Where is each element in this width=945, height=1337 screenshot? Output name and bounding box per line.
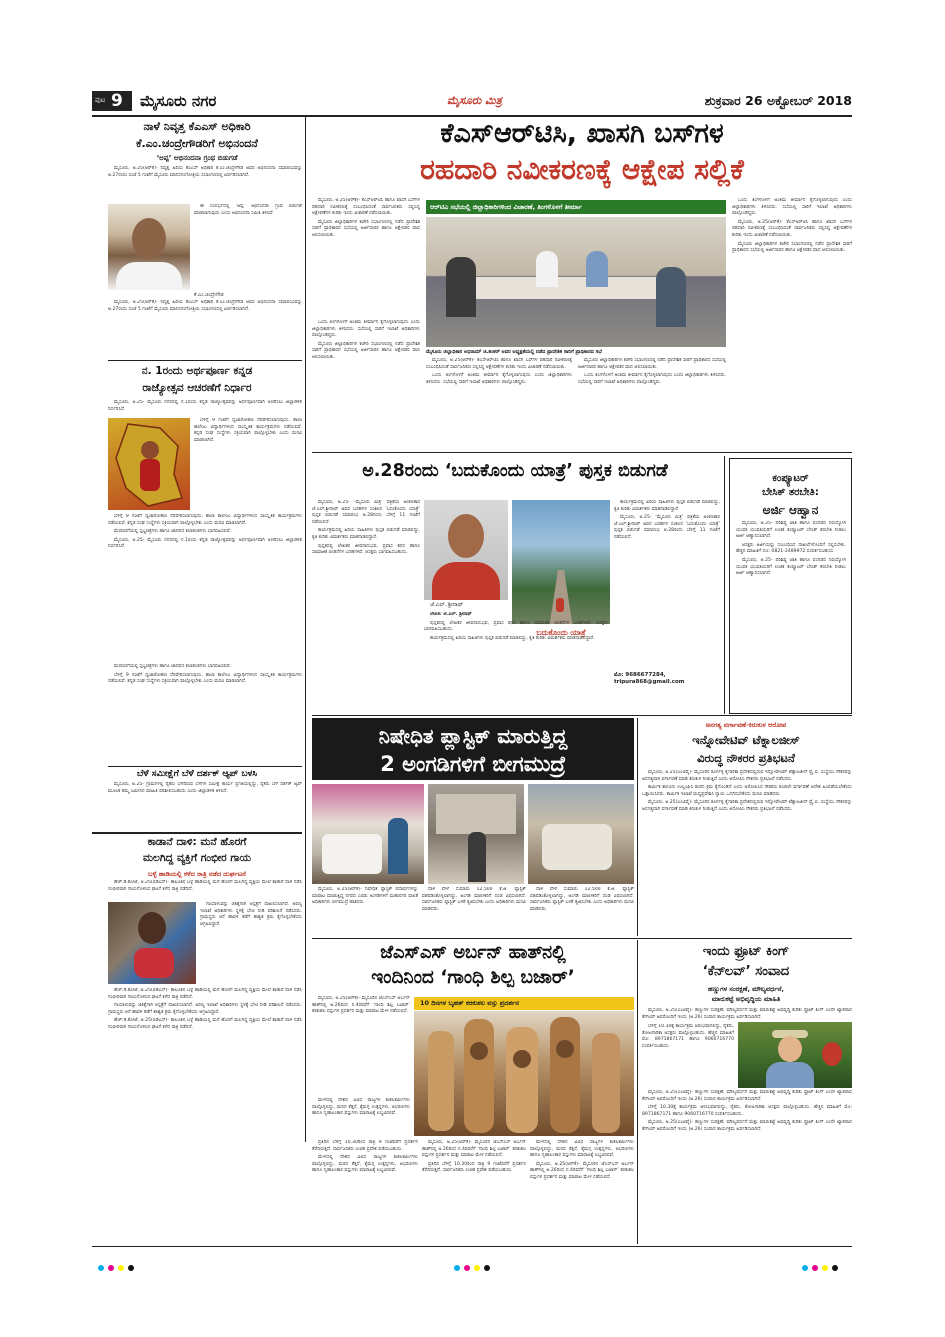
innovative-kicker: ಅನಗತ್ಯ ವರ್ಗಾವಣೆ-ಕಿರುಕುಳ ಆರೋಪ	[705, 721, 787, 729]
plastic-bottom-rule	[312, 938, 852, 939]
fruit-bunch	[822, 1042, 842, 1066]
fruit-para-2: ಬೆಳಿಗ್ಗೆ 10.30ಕ್ಕೆ ಕಾರ್ಯಕ್ರಮ ಆರಂಭವಾಗಲಿದ್ದು, ರೈತರು, ತೋಟಗಾರಿಕಾ ಆಸಕ್ತರು ಪಾಲ್ಗೊಳ್ಳಬಹುದು. ಹೆಚ್ಚಿನ ಮಾಹಿತಿಗೆ ಮೊ: 8971867171 ಹಾಗೂ 9060716770 ಸಂಪರ್ಕಿಸಬಹುದು.	[642, 1024, 734, 1049]
bazaar-bottom-3	[530, 1140, 634, 1242]
bazaar-bottom-1	[312, 1140, 418, 1242]
left-divider-2	[108, 766, 302, 767]
innovative-para-2: ಕಾರ್ಮಿಕ ಕಾನೂನು ಉಲ್ಲಂಘಿಸಿ ಕಂಪನಿ ಕ್ರಮ ಕೈಗೊಂಡಿದೆ ಎಂದು ಆರೋಪಿಸಿದ ನೌಕರರು ಕೂಡಲೇ ವರ್ಗಾವಣೆ ಆದೇಶ ಹಿಂಪಡೆಯಬೇಕೆಂದು ಒತ್ತಾಯಿಸಿದರು. ಕಾರ್ಮಿಕ ಇಲಾಖೆ ಮಧ್ಯಪ್ರವೇಶಿಸಿ ನ್ಯಾಯ ಒದಗಿಸಬೇಕೆಂದು ಮನವಿ ಮಾಡಿದರು.	[642, 785, 852, 797]
bazaar-col-1b	[312, 1098, 410, 1138]
computer-headline-1: ಕಂಪ್ಯೂಟರ್	[772, 473, 809, 484]
bazaar-headline-2: ಇಂದಿನಿಂದ ‘ಗಾಂಧಿ ಶಿಲ್ಪ ಬಜಾರ್’	[371, 967, 575, 988]
lead-para-9: ಒಂದು ತಿಂಗಳೊಳಗೆ ಅಂತಿಮ ತೀರ್ಮಾನ ಕೈಗೊಳ್ಳಲಾಗುವುದು ಎಂದು ಜಿಲ್ಲಾಧಿಕಾರಿಗಳು ತಿಳಿಸಿದರು. ಸಭೆಯಲ್ಲಿ ಸಾರಿಗೆ ಇಲಾಖೆ ಅಧಿಕಾರಿಗಳು ಪಾಲ್ಗೊಂಡಿದ್ದರು.	[732, 198, 852, 217]
portrait-shirt	[116, 262, 182, 290]
fruit-para-4: ಬೆಳಿಗ್ಗೆ 10.30ಕ್ಕೆ ಕಾರ್ಯಕ್ರಮ ಆರಂಭವಾಗಲಿದ್ದು, ರೈತರು, ತೋಟಗಾರಿಕಾ ಆಸಕ್ತರು ಪಾಲ್ಗೊಳ್ಳಬಹುದು. ಹೆಚ್ಚಿನ ಮಾಹಿತಿಗೆ ಮೊ: 8971867171 ಹಾಗೂ 9060716770 ಸಂಪರ್ಕಿಸಬಹುದು.	[642, 1105, 852, 1117]
app-headline: ಬೆಳೆ ಸಮೀಕ್ಷೆಗೆ ಬೆಳೆ ದರ್ಶಕ್ ಆ್ಯಪ್ ಬಳಸಿ	[136, 769, 258, 779]
left-top-body	[194, 204, 302, 290]
rajyotsava-para-5: ಮೈಸೂರು, ಅ.25- ಮೈಸೂರು ನಗರದಲ್ಲಿ ನ.1ರಂದು ಕನ್ನಡ ರಾಜ್ಯೋತ್ಸವವನ್ನು ಅರ್ಥಪೂರ್ಣವಾಗಿ ಆಚರಿಸಲು ಜಿಲ್ಲಾಡಳಿತ ನಿರ್ಧರಿಸಿದೆ.	[108, 537, 302, 550]
computer-para-3: ಮೈಸೂರು, ಅ.25- ಪರಿಶಿಷ್ಟ ಜಾತಿ ಹಾಗೂ ಪಂಗಡದ ನಿರುದ್ಯೋಗಿ ಯುವಕ ಯುವತಿಯರಿಗೆ ಉಚಿತ ಕಂಪ್ಯೂಟರ್ ಬೇಸಿಕ್ ತರಬೇತಿ ನೀಡಲು ಅರ್ಜಿ ಆಹ್ವಾನಿಸಲಾಗಿದೆ.	[736, 557, 846, 577]
bazaar-photo-label	[414, 997, 634, 1010]
lead-para-1: ಮೈಸೂರು, ಅ.25(ಆರ್‌ಕೆ)- ಕೆಎಸ್‍ಆರ್‌ಟಿಸಿ ಹಾಗೂ ಖಾಸಗಿ ಬಸ್‍ಗಳ ರಹದಾರಿ ನವೀಕರಣಕ್ಕೆ ಸಂಬಂಧಿಸಿದಂತೆ ಸಾರ್ವಜನಿಕರು ಸಲ್ಲಿಸಿದ್ದ ಆಕ್ಷೇಪಣೆಗಳ ಕುರಿತು ಇಂದು ವಿಚಾರಣೆ ನಡೆಸಲಾಯಿತು.	[312, 198, 420, 217]
app-para-1: ಮೈಸೂರು, ಅ.25- ಗ್ರಾಮಗಳಲ್ಲಿ ರೈತರು ಬೆಳೆದಿರುವ ಬೆಳೆಗಳ ಸಮೀಕ್ಷೆ ಕಾರ್ಯ ಪ್ರಗತಿಯಲ್ಲಿದ್ದು, ರೈತರು ಬೆಳೆ ದರ್ಶಕ್ ಆ್ಯಪ್ ಮೂಲಕ ತಮ್ಮ ಜಮೀನಿನ ಮಾಹಿತಿ ಪರಿಶೀಲಿಸಬಹುದು ಎಂದು ಜಿಲ್ಲಾಡಳಿತ ತಿಳಿಸಿದೆ.	[108, 782, 302, 794]
book-child	[556, 598, 564, 612]
left-top-headline-1: ನಾಳೆ ನಿವೃತ್ತ ಕೆಎಎಸ್ ಅಧಿಕಾರಿ	[143, 120, 251, 133]
author-photo	[424, 500, 508, 600]
computer-training-box	[729, 458, 852, 714]
bhuvaneshwari-image	[108, 418, 190, 510]
kenlove-photo	[738, 1022, 852, 1088]
rta-meeting-photo	[426, 217, 726, 347]
book-contact: ಮೊ: 9686677284, tripura868@gmail.com	[614, 672, 685, 685]
registration-marks-right	[800, 1258, 860, 1277]
lead-para-4: ಮೈಸೂರು ಜಿಲ್ಲಾಧಿಕಾರಿಗಳ ಕಚೇರಿ ಸಭಾಂಗಣದಲ್ಲಿ ನಡೆದ ಪ್ರಾದೇಶಿಕ ಸಾರಿಗೆ ಪ್ರಾಧಿಕಾರದ ಸಭೆಯಲ್ಲಿ ಅರ್ಜಿದಾರರ ಹಾಗೂ ಆಕ್ಷೇಪಕರ ವಾದ ಆಲಿಸಲಾಯಿತು.	[312, 341, 420, 360]
rajyotsava-headline-2: ರಾಜ್ಯೋತ್ಸವ ಆಚರಣೆಗೆ ನಿರ್ಧಾರ	[142, 382, 252, 394]
bazaar-headline-1: ಜೆಎಸ್‍ಎಸ್ ಅರ್ಬನ್ ಹಾತ್‍ನಲ್ಲಿ	[380, 942, 566, 963]
bazaar-para-8: ಮೈಸೂರು, ಅ.25(ಆರ್‌ಕೆ)- ಮೈಸೂರಿನ ಜೆಎಸ್‍ಎಸ್ ಅರ್ಬನ್ ಹಾತ್‍ನಲ್ಲಿ ಅ.26ರಿಂದ ನ.4ರವರೆಗೆ ‘ಗಾಂಧಿ ಶಿಲ್ಪ ಬಜಾರ್’ ಕರಕುಶಲ ವಸ್ತುಗಳ ಪ್ರದರ್ಶನ ಮತ್ತು ಮಾರಾಟ ಮೇಳ ನಡೆಯಲಿದೆ.	[530, 1161, 634, 1180]
left-top-para-1: ಮೈಸೂರು, ಅ.25(ಆರ್‌ಕೆ)- ನಿವೃತ್ತ ಹಿರಿಯ ಕೆಎಎಸ್ ಅಧಿಕಾರಿ ಕೆ.ಎಂ.ಚಂದ್ರೇಗೌಡ ಅವರ ಅಭಿನಂದನಾ ಸಮಾರಂಭವನ್ನು ಅ.27ರಂದು ಸಂಜೆ 5 ಗಂಟೆಗೆ ಮೈಸೂರು ಮಾನಸಗಂಗೋತ್ರಿಯ ಸಭಾಂಗಣದಲ್ಲಿ ಏರ್ಪಡಿಸಲಾಗಿದೆ.	[108, 166, 302, 178]
book-para-2: ಕಾರ್ಯಕ್ರಮದಲ್ಲಿ ಹಿರಿಯ ಸಾಹಿತಿಗಳು ಪುಸ್ತಕ ಬಿಡುಗಡೆ ಮಾಡಲಿದ್ದು, ಕೃತಿ ಕುರಿತು ವಿಮರ್ಶಕರು ಮಾತನಾಡಲಿದ್ದಾರೆ.	[312, 528, 420, 540]
computer-para-2: ಆಸಕ್ತರು ಅರ್ಜಿಯನ್ನು ಸಂಬಂಧಿಸಿದ ದಾಖಲೆಗಳೊಂದಿಗೆ ಸಲ್ಲಿಸಬೇಕು. ಹೆಚ್ಚಿನ ಮಾಹಿತಿಗೆ ದೂ: 0821-2489972 ಸಂಪರ್ಕಿಸಬಹುದು.	[736, 542, 846, 555]
lead-para-7: ಮೈಸೂರು ಜಿಲ್ಲಾಧಿಕಾರಿಗಳ ಕಚೇರಿ ಸಭಾಂಗಣದಲ್ಲಿ ನಡೆದ ಪ್ರಾದೇಶಿಕ ಸಾರಿಗೆ ಪ್ರಾಧಿಕಾರದ ಸಭೆಯಲ್ಲಿ ಅರ್ಜಿದಾರರ ಹಾಗೂ ಆಕ್ಷೇಪಕರ ವಾದ ಆಲಿಸಲಾಯಿತು.	[578, 358, 726, 370]
innovative-para-1: ಮೈಸೂರು, ಅ.25(ಎಂಟಿವೈ)- ಮೈಸೂರಿನ ಕೂರ್ಗಳ್ಳಿ ಕೈಗಾರಿಕಾ ಪ್ರದೇಶದಲ್ಲಿರುವ ಇನ್ನೋವೇಟಿವ್ ಟೆಕ್ನಾಲಜೀಸ್ ಪ್ರೈ.ಲಿ. ಸಂಸ್ಥೆಯು ನೌಕರರನ್ನು ಅನಗತ್ಯವಾಗಿ ವರ್ಗಾವಣೆ ಮಾಡಿ ಕಿರುಕುಳ ನೀಡುತ್ತಿದೆ ಎಂದು ಆರೋಪಿಸಿ ನೌಕರರು ಪ್ರತಿಭಟನೆ ನಡೆಸಿದರು.	[642, 770, 852, 782]
left-top-body-2	[108, 300, 302, 356]
lead-col-3	[426, 358, 572, 448]
innovative-para-3: ಮೈಸೂರು, ಅ.25(ಎಂಟಿವೈ)- ಮೈಸೂರಿನ ಕೂರ್ಗಳ್ಳಿ ಕೈಗಾರಿಕಾ ಪ್ರದೇಶದಲ್ಲಿರುವ ಇನ್ನೋವೇಟಿವ್ ಟೆಕ್ನಾಲಜೀಸ್ ಪ್ರೈ.ಲಿ. ಸಂಸ್ಥೆಯು ನೌಕರರನ್ನು ಅನಗತ್ಯವಾಗಿ ವರ್ಗಾವಣೆ ಮಾಡಿ ಕಿರುಕುಳ ನೀಡುತ್ತಿದೆ ಎಂದು ಆರೋಪಿಸಿ ನೌಕರರು ಪ್ರತಿಭಟನೆ ನಡೆಸಿದರು.	[642, 800, 852, 812]
bazaar-para-4: ಮೇಳದಲ್ಲಿ ದೇಶದ ವಿವಿಧ ರಾಜ್ಯಗಳ ಕುಶಲಕರ್ಮಿಗಳು ಪಾಲ್ಗೊಳ್ಳಲಿದ್ದು, ಮರದ ಕೆತ್ತನೆ, ಕೈಮಗ್ಗ ಉತ್ಪನ್ನಗಳು, ಆಭರಣಗಳು ಹಾಗೂ ಗೃಹಾಲಂಕಾರ ವಸ್ತುಗಳು ಮಾರಾಟಕ್ಕೆ ಲಭ್ಯವಿರಲಿವೆ.	[312, 1155, 418, 1174]
rajyotsava-para-3: ಬೆಳಿಗ್ಗೆ 9 ಗಂಟೆಗೆ ಧ್ವಜಾರೋಹಣ ನೆರವೇರಿಸಲಾಗುವುದು. ಶಾಲಾ ಕಾಲೇಜು ವಿದ್ಯಾರ್ಥಿಗಳಿಂದ ಸಾಂಸ್ಕೃತಿಕ ಕಾರ್ಯಕ್ರಮಗಳು ನಡೆಯಲಿವೆ. ಕನ್ನಡ ಸಂಘ ಸಂಸ್ಥೆಗಳು ಸಕ್ರಿಯವಾಗಿ ಪಾಲ್ಗೊಳ್ಳಬೇಕು ಎಂದು ಮನವಿ ಮಾಡಲಾಗಿದೆ.	[108, 514, 302, 526]
book-para-6: ಕಾರ್ಯಕ್ರಮದಲ್ಲಿ ಹಿರಿಯ ಸಾಹಿತಿಗಳು ಪುಸ್ತಕ ಬಿಡುಗಡೆ ಮಾಡಲಿದ್ದು, ಕೃತಿ ಕುರಿತು ವಿಮರ್ಶಕರು ಮಾತನಾಡಲಿದ್ದಾರೆ.	[614, 500, 720, 512]
elephant-para-1: ಹೆಚ್.ಡಿ.ಕೋಟೆ, ಅ.25(ಬಿಡಿಎಸ್)- ತಾಲೂಕಿನ ಬಳ್ಳೆ ಹಾಡಿಯಲ್ಲಿ ಮನೆ ಹೊರಗೆ ಮಲಗಿದ್ದ ವ್ಯಕ್ತಿಯ ಮೇಲೆ ಕಾಡಾನೆ ದಾಳಿ ನಡೆಸಿ ಗಂಭೀರವಾಗಿ ಗಾಯಗೊಳಿಸಿದ ಘಟನೆ ಕಳೆದ ರಾತ್ರಿ ನಡೆದಿದೆ.	[108, 880, 302, 892]
fruit-col-left	[642, 1024, 734, 1086]
meeting-person-1	[446, 257, 476, 317]
plastic-raid-photo-2	[428, 784, 524, 884]
plastic-para-3: ದಾಳಿ ವೇಳೆ ಸುಮಾರು 12,500 ಕೆ.ಜಿ. ಪ್ಲಾಸ್ಟಿಕ್ ವಶಪಡಿಸಿಕೊಳ್ಳಲಾಗಿದ್ದು, ಅಂಗಡಿ ಮಾಲೀಕರಿಗೆ ದಂಡ ವಿಧಿಸಲಾಗಿದೆ. ಸಾರ್ವಜನಿಕರು ಪ್ಲಾಸ್ಟಿಕ್ ಬಳಕೆ ತ್ಯಜಿಸಬೇಕು ಎಂದು ಅಧಿಕಾರಿಗಳು ಮನವಿ ಮಾಡಿದರು.	[530, 887, 634, 912]
author-face	[448, 514, 484, 558]
left-top-headline-2: ಕೆ.ಎಂ.ಚಂದ್ರೇಗೌಡರಿಗೆ ಅಭಿನಂದನೆ	[136, 137, 258, 150]
book-cover-title: ಬದುಕೊಂದು ಯಾತ್ರೆ	[536, 628, 586, 637]
innovative-headline-1: ಇನ್ನೋವೇಟಿವ್ ಟೆಕ್ನಾಲಜೀಸ್	[692, 733, 800, 747]
lead-para-10: ಮೈಸೂರು, ಅ.25(ಆರ್‌ಕೆ)- ಕೆಎಸ್‍ಆರ್‌ಟಿಸಿ ಹಾಗೂ ಖಾಸಗಿ ಬಸ್‍ಗಳ ರಹದಾರಿ ನವೀಕರಣಕ್ಕೆ ಸಂಬಂಧಿಸಿದಂತೆ ಸಾರ್ವಜನಿಕರು ಸಲ್ಲಿಸಿದ್ದ ಆಕ್ಷೇಪಣೆಗಳ ಕುರಿತು ಇಂದು ವಿಚಾರಣೆ ನಡೆಸಲಾಯಿತು.	[732, 219, 852, 238]
fruit-para-1: ಮೈಸೂರು, ಅ.25(ಎಂಟಿವೈ)- ಹಣ್ಣುಗಳ ಸಂರಕ್ಷಣೆ, ಮೌಲ್ಯವರ್ಧನೆ ಮತ್ತು ಮಾರುಕಟ್ಟೆ ಅಭಿವೃದ್ಧಿ ಕುರಿತು ಫ್ರೂಟ್ ಕಿಂಗ್ ಎಂದೇ ಖ್ಯಾತರಾದ ಕೆನ್‍ಲವ್ ಅವರೊಂದಿಗೆ ಇಂದು (ಅ.26) ಸಂವಾದ ಕಾರ್ಯಕ್ರಮ ಏರ್ಪಡಿಸಲಾಗಿದೆ.	[642, 1008, 852, 1020]
portrait-caption: ಕೆ.ಎಂ.ಚಂದ್ರೇಗೌಡ	[194, 292, 224, 298]
innovative-body	[642, 770, 852, 935]
column-rule-left	[305, 117, 306, 1142]
book-author-line: ಲೇಖಕ: ಜೆ.ಎಲ್. ಶ್ರೀನಾಥ್	[430, 612, 472, 617]
bazaar-para-1: ಮೈಸೂರು, ಅ.25(ಆರ್‌ಕೆ)- ಮೈಸೂರಿನ ಜೆಎಸ್‍ಎಸ್ ಅರ್ಬನ್ ಹಾತ್‍ನಲ್ಲಿ ಅ.26ರಿಂದ ನ.4ರವರೆಗೆ ‘ಗಾಂಧಿ ಶಿಲ್ಪ ಬಜಾರ್’ ಕರಕುಶಲ ವಸ್ತುಗಳ ಪ್ರದರ್ಶನ ಮತ್ತು ಮಾರಾಟ ಮೇಳ ನಡೆಯಲಿದೆ.	[312, 996, 410, 1015]
plastic-person	[468, 832, 486, 882]
lead-para-6: ಒಂದು ತಿಂಗಳೊಳಗೆ ಅಂತಿಮ ತೀರ್ಮಾನ ಕೈಗೊಳ್ಳಲಾಗುವುದು ಎಂದು ಜಿಲ್ಲಾಧಿಕಾರಿಗಳು ತಿಳಿಸಿದರು. ಸಭೆಯಲ್ಲಿ ಸಾರಿಗೆ ಇಲಾಖೆ ಅಧಿಕಾರಿಗಳು ಪಾಲ್ಗೊಂಡಿದ್ದರು.	[426, 373, 572, 385]
plastic-headline-box	[312, 718, 634, 780]
page-number: 9	[111, 91, 123, 111]
meeting-person-4	[656, 267, 686, 327]
bazaar-para-7: ಮೇಳದಲ್ಲಿ ದೇಶದ ವಿವಿಧ ರಾಜ್ಯಗಳ ಕುಶಲಕರ್ಮಿಗಳು ಪಾಲ್ಗೊಳ್ಳಲಿದ್ದು, ಮರದ ಕೆತ್ತನೆ, ಕೈಮಗ್ಗ ಉತ್ಪನ್ನಗಳು, ಆಭರಣಗಳು ಹಾಗೂ ಗೃಹಾಲಂಕಾರ ವಸ್ತುಗಳು ಮಾರಾಟಕ್ಕೆ ಲಭ್ಯವಿರಲಿವೆ.	[530, 1140, 634, 1159]
fruit-para-3: ಮೈಸೂರು, ಅ.25(ಎಂಟಿವೈ)- ಹಣ್ಣುಗಳ ಸಂರಕ್ಷಣೆ, ಮೌಲ್ಯವರ್ಧನೆ ಮತ್ತು ಮಾರುಕಟ್ಟೆ ಅಭಿವೃದ್ಧಿ ಕುರಿತು ಫ್ರೂಟ್ ಕಿಂಗ್ ಎಂದೇ ಖ್ಯಾತರಾದ ಕೆನ್‍ಲವ್ ಅವರೊಂದಿಗೆ ಇಂದು (ಅ.26) ಸಂವಾದ ಕಾರ್ಯಕ್ರಮ ಏರ್ಪಡಿಸಲಾಗಿದೆ.	[642, 1090, 852, 1102]
portrait-face	[132, 218, 166, 260]
carving-shapes	[414, 1011, 634, 1136]
lead-para-8: ಒಂದು ತಿಂಗಳೊಳಗೆ ಅಂತಿಮ ತೀರ್ಮಾನ ಕೈಗೊಳ್ಳಲಾಗುವುದು ಎಂದು ಜಿಲ್ಲಾಧಿಕಾರಿಗಳು ತಿಳಿಸಿದರು. ಸಭೆಯಲ್ಲಿ ಸಾರಿಗೆ ಇಲಾಖೆ ಅಧಿಕಾರಿಗಳು ಪಾಲ್ಗೊಂಡಿದ್ದರು.	[578, 373, 726, 385]
fruit-headline-2: ‘ಕೆನ್‍ಲವ್’ ಸಂವಾದ	[702, 964, 790, 979]
karnataka-map-shape	[108, 418, 190, 510]
fruit-kicker-1: ಹಣ್ಣುಗಳ ಸಂರಕ್ಷಣೆ, ಮೌಲ್ಯವರ್ಧನೆ,	[708, 985, 784, 993]
cmyk-dots-center	[452, 1263, 512, 1273]
lead-col-1	[312, 198, 420, 318]
meeting-person-2	[536, 251, 558, 287]
book-right-rule	[724, 456, 725, 714]
elephant-intro	[108, 880, 302, 900]
book-col-3	[614, 500, 720, 670]
lead-col-2	[312, 320, 420, 448]
left-divider-3	[92, 832, 302, 834]
kenlove-face	[778, 1036, 802, 1062]
page-bottom-rule	[92, 1246, 852, 1247]
elephant-kicker: ಬಳ್ಳೆ ಹಾಡಿಯಲ್ಲಿ ಕಳೆದ ರಾತ್ರಿ ನಡೆದ ದುರ್ಘಟನೆ	[148, 870, 246, 878]
rajyotsava-body	[194, 418, 302, 510]
computer-para-1: ಮೈಸೂರು, ಅ.25- ಪರಿಶಿಷ್ಟ ಜಾತಿ ಹಾಗೂ ಪಂಗಡದ ನಿರುದ್ಯೋಗಿ ಯುವಕ ಯುವತಿಯರಿಗೆ ಉಚಿತ ಕಂಪ್ಯೂಟರ್ ಬೇಸಿಕ್ ತರಬೇತಿ ನೀಡಲು ಅರ್ಜಿ ಆಹ್ವಾನಿಸಲಾಗಿದೆ.	[736, 521, 846, 540]
book-para-7: ಮೈಸೂರು, ಅ.25- ‘ಮೈಸೂರು ಮಿತ್ರ’ ಪತ್ರಿಕೆಯ ಅಂಕಣಕಾರ ಜೆ.ಎಲ್.ಶ್ರೀನಾಥ್ ಅವರ ಬರಹಗಳ ಸಂಕಲನ ‘ಬದುಕೊಂದು ಯಾತ್ರೆ’ ಪುಸ್ತಕ ಬಿಡುಗಡೆ ಸಮಾರಂಭ ಅ.28ರಂದು ಬೆಳಿಗ್ಗೆ 11 ಗಂಟೆಗೆ ನಡೆಯಲಿದೆ.	[614, 515, 720, 540]
rajyotsava-headline-1: ನ. 1ರಂದು ಅರ್ಥಪೂರ್ಣ ಕನ್ನಡ	[141, 365, 253, 377]
bazaar-right-rule	[637, 940, 638, 1244]
elephant-headline-1: ಕಾಡಾನೆ ದಾಳಿ: ಮನೆ ಹೊರಗೆ	[147, 836, 247, 848]
kenlove-shirt	[766, 1062, 814, 1088]
book-para-4: ಪುಸ್ತಕದಲ್ಲಿ ಲೇಖಕರ ಜೀವನಾನುಭವ, ಪ್ರವಾಸ ಕಥನ ಹಾಗೂ ಸಾಮಾಜಿಕ ಚಿಂತನೆಗಳ ಬರಹಗಳಿವೆ. ಆಸಕ್ತರು ಭಾಗವಹಿಸಬಹುದು.	[424, 620, 608, 633]
lead-headline-2: ರಹದಾರಿ ನವೀಕರಣಕ್ಕೆ ಆಕ್ಷೇಪ ಸಲ್ಲಿಕೆ	[420, 153, 744, 186]
rajyotsava-intro	[108, 400, 302, 414]
computer-headline-3: ಅರ್ಜಿ ಆಹ್ವಾನ	[762, 503, 819, 517]
fruit-body	[642, 1090, 852, 1242]
lead-headline-1: ಕೆಎಸ್‍ಆರ್‌ಟಿಸಿ, ಖಾಸಗಿ ಬಸ್‍ಗಳ	[440, 118, 724, 149]
bazaar-para-5: ಮೈಸೂರು, ಅ.25(ಆರ್‌ಕೆ)- ಮೈಸೂರಿನ ಜೆಎಸ್‍ಎಸ್ ಅರ್ಬನ್ ಹಾತ್‍ನಲ್ಲಿ ಅ.26ರಿಂದ ನ.4ರವರೆಗೆ ‘ಗಾಂಧಿ ಶಿಲ್ಪ ಬಜಾರ್’ ಕರಕುಶಲ ವಸ್ತುಗಳ ಪ್ರದರ್ಶನ ಮತ್ತು ಮಾರಾಟ ಮೇಳ ನಡೆಯಲಿದೆ.	[422, 1140, 526, 1159]
computer-body	[736, 521, 846, 709]
header-rule	[92, 115, 852, 117]
rajyotsava-para-2: ಬೆಳಿಗ್ಗೆ 9 ಗಂಟೆಗೆ ಧ್ವಜಾರೋಹಣ ನೆರವೇರಿಸಲಾಗುವುದು. ಶಾಲಾ ಕಾಲೇಜು ವಿದ್ಯಾರ್ಥಿಗಳಿಂದ ಸಾಂಸ್ಕೃತಿಕ ಕಾರ್ಯಕ್ರಮಗಳು ನಡೆಯಲಿವೆ. ಕನ್ನಡ ಸಂಘ ಸಂಸ್ಥೆಗಳು ಸಕ್ರಿಯವಾಗಿ ಪಾಲ್ಗೊಳ್ಳಬೇಕು ಎಂದು ಮನವಿ ಮಾಡಲಾಗಿದೆ.	[194, 418, 302, 443]
lead-strap-text: ಆರ್‌ಟಿಎ ಸಭೆಯಲ್ಲಿ ಜಿಲ್ಲಾಧಿಕಾರಿಗಳಿಂದ ವಿಚಾರಣೆ, ತಿಂಗಳೊಳಗೆ ತೀರ್ಮಾ	[430, 203, 582, 211]
plastic-col-3-text	[530, 887, 634, 935]
injured-man-photo	[108, 902, 196, 984]
plastic-para-2: ದಾಳಿ ವೇಳೆ ಸುಮಾರು 12,500 ಕೆ.ಜಿ. ಪ್ಲಾಸ್ಟಿಕ್ ವಶಪಡಿಸಿಕೊಳ್ಳಲಾಗಿದ್ದು, ಅಂಗಡಿ ಮಾಲೀಕರಿಗೆ ದಂಡ ವಿಧಿಸಲಾಗಿದೆ. ಸಾರ್ವಜನಿಕರು ಪ್ಲಾಸ್ಟಿಕ್ ಬಳಕೆ ತ್ಯಜಿಸಬೇಕು ಎಂದು ಅಧಿಕಾರಿಗಳು ಮನವಿ ಮಾಡಿದರು.	[422, 887, 526, 912]
plastic-official	[388, 818, 408, 874]
elephant-para-5: ಹೆಚ್.ಡಿ.ಕೋಟೆ, ಅ.25(ಬಿಡಿಎಸ್)- ತಾಲೂಕಿನ ಬಳ್ಳೆ ಹಾಡಿಯಲ್ಲಿ ಮನೆ ಹೊರಗೆ ಮಲಗಿದ್ದ ವ್ಯಕ್ತಿಯ ಮೇಲೆ ಕಾಡಾನೆ ದಾಳಿ ನಡೆಸಿ ಗಂಭೀರವಾಗಿ ಗಾಯಗೊಳಿಸಿದ ಘಟನೆ ಕಳೆದ ರಾತ್ರಿ ನಡೆದಿದೆ.	[108, 1018, 302, 1030]
masthead-logo: ಮೈಸೂರು ಮಿತ್ರ	[447, 94, 502, 107]
bazaar-bottom-2	[422, 1140, 526, 1242]
book-col-1	[312, 500, 420, 710]
plastic-sacks	[322, 834, 382, 874]
injured-man-head	[138, 912, 166, 944]
elephant-body	[200, 902, 302, 984]
plastic-col-1	[312, 887, 418, 935]
rajyotsava-para-7: ಬೆಳಿಗ್ಗೆ 9 ಗಂಟೆಗೆ ಧ್ವಜಾರೋಹಣ ನೆರವೇರಿಸಲಾಗುವುದು. ಶಾಲಾ ಕಾಲೇಜು ವಿದ್ಯಾರ್ಥಿಗಳಿಂದ ಸಾಂಸ್ಕೃತಿಕ ಕಾರ್ಯಕ್ರಮಗಳು ನಡೆಯಲಿವೆ. ಕನ್ನಡ ಸಂಘ ಸಂಸ್ಥೆಗಳು ಸಕ್ರಿಯವಾಗಿ ಪಾಲ್ಗೊಳ್ಳಬೇಕು ಎಂದು ಮನವಿ ಮಾಡಲಾಗಿದೆ.	[108, 672, 302, 685]
book-col-2	[424, 612, 608, 710]
elephant-para-4: ಗಾಯಾಳುವನ್ನು ಚಿಕಿತ್ಸೆಗಾಗಿ ಆಸ್ಪತ್ರೆಗೆ ದಾಖಲಿಸಲಾಗಿದೆ. ಅರಣ್ಯ ಇಲಾಖೆ ಅಧಿಕಾರಿಗಳು ಸ್ಥಳಕ್ಕೆ ಭೇಟಿ ನೀಡಿ ಪರಿಶೀಲನೆ ನಡೆಸಿದರು. ಗ್ರಾಮಸ್ಥರು ಆನೆ ಹಾವಳಿ ತಡೆಗೆ ಶಾಶ್ವತ ಕ್ರಮ ಕೈಗೊಳ್ಳಬೇಕೆಂದು ಆಗ್ರಹಿಸಿದ್ದಾರೆ.	[108, 1003, 302, 1015]
lead-col-4	[578, 358, 726, 448]
fruit-para-5: ಮೈಸೂರು, ಅ.25(ಎಂಟಿವೈ)- ಹಣ್ಣುಗಳ ಸಂರಕ್ಷಣೆ, ಮೌಲ್ಯವರ್ಧನೆ ಮತ್ತು ಮಾರುಕಟ್ಟೆ ಅಭಿವೃದ್ಧಿ ಕುರಿತು ಫ್ರೂಟ್ ಕಿಂಗ್ ಎಂದೇ ಖ್ಯಾತರಾದ ಕೆನ್‍ಲವ್ ಅವರೊಂದಿಗೆ ಇಂದು (ಅ.26) ಸಂವಾದ ಕಾರ್ಯಕ್ರಮ ಏರ್ಪಡಿಸಲಾಗಿದೆ.	[642, 1120, 852, 1132]
registration-marks-left	[96, 1258, 156, 1277]
cmyk-dots-left	[96, 1263, 156, 1273]
book-headline: ಅ.28ರಂದು ‘ಬದುಕೊಂದು ಯಾತ್ರೆ’ ಪುಸ್ತಕ ಬಿಡುಗಡೆ	[362, 461, 668, 481]
rajyotsava-para-6: ಮೆರವಣಿಗೆಯಲ್ಲಿ ಸ್ತಬ್ಧಚಿತ್ರಗಳು ಹಾಗೂ ಜಾನಪದ ಕಲಾತಂಡಗಳು ಭಾಗವಹಿಸಲಿವೆ.	[114, 664, 232, 669]
computer-headline-2: ಬೇಸಿಕ್ ತರಬೇತಿ:	[762, 487, 819, 498]
elephant-headline-2: ಮಲಗಿದ್ದ ವ್ಯಕ್ತಿಗೆ ಗಂಭೀರ ಗಾಯ	[143, 852, 251, 864]
author-caption: ಜೆ.ಎಲ್. ಶ್ರೀನಾಥ್	[430, 602, 464, 608]
bazaar-photo-label-text: 10 ದಿನಗಳ ಬೃಹತ್ ಕರಕುಶಲ ವಸ್ತು ಪ್ರದರ್ಶನ	[420, 999, 520, 1007]
registration-marks-center	[452, 1258, 512, 1277]
elephant-para-2: ಗಾಯಾಳುವನ್ನು ಚಿಕಿತ್ಸೆಗಾಗಿ ಆಸ್ಪತ್ರೆಗೆ ದಾಖಲಿಸಲಾಗಿದೆ. ಅರಣ್ಯ ಇಲಾಖೆ ಅಧಿಕಾರಿಗಳು ಸ್ಥಳಕ್ಕೆ ಭೇಟಿ ನೀಡಿ ಪರಿಶೀಲನೆ ನಡೆಸಿದರು. ಗ್ರಾಮಸ್ಥರು ಆನೆ ಹಾವಳಿ ತಡೆಗೆ ಶಾಶ್ವತ ಕ್ರಮ ಕೈಗೊಳ್ಳಬೇಕೆಂದು ಆಗ್ರಹಿಸಿದ್ದಾರೆ.	[200, 902, 302, 927]
bazaar-col-1	[312, 996, 410, 1096]
injured-man-bandage	[134, 948, 174, 978]
app-body	[108, 782, 302, 830]
section-title: ಮೈಸೂರು ನಗರ	[140, 92, 217, 110]
rajyotsava-body-3	[108, 664, 302, 764]
page-header	[92, 89, 852, 115]
fruit-kicker-2: ಮಾರುಕಟ್ಟೆ ಅಭಿವೃದ್ಧಿಯ ಮಾಹಿತಿ	[711, 995, 781, 1003]
innovative-headline-2: ವಿರುದ್ಧ ನೌಕರರ ಪ್ರತಿಭಟನೆ	[697, 751, 795, 765]
lead-para-3: ಒಂದು ತಿಂಗಳೊಳಗೆ ಅಂತಿಮ ತೀರ್ಮಾನ ಕೈಗೊಳ್ಳಲಾಗುವುದು ಎಂದು ಜಿಲ್ಲಾಧಿಕಾರಿಗಳು ತಿಳಿಸಿದರು. ಸಭೆಯಲ್ಲಿ ಸಾರಿಗೆ ಇಲಾಖೆ ಅಧಿಕಾರಿಗಳು ಪಾಲ್ಗೊಂಡಿದ್ದರು.	[312, 320, 420, 339]
lead-para-11: ಮೈಸೂರು ಜಿಲ್ಲಾಧಿಕಾರಿಗಳ ಕಚೇರಿ ಸಭಾಂಗಣದಲ್ಲಿ ನಡೆದ ಪ್ರಾದೇಶಿಕ ಸಾರಿಗೆ ಪ್ರಾಧಿಕಾರದ ಸಭೆಯಲ್ಲಿ ಅರ್ಜಿದಾರರ ಹಾಗೂ ಆಕ್ಷೇಪಕರ ವಾದ ಆಲಿಸಲಾಯಿತು.	[732, 241, 852, 254]
lead-bottom-rule	[312, 452, 852, 453]
left-divider-1	[108, 360, 302, 361]
book-para-1: ಮೈಸೂರು, ಅ.25- ‘ಮೈಸೂರು ಮಿತ್ರ’ ಪತ್ರಿಕೆಯ ಅಂಕಣಕಾರ ಜೆ.ಎಲ್.ಶ್ರೀನಾಥ್ ಅವರ ಬರಹಗಳ ಸಂಕಲನ ‘ಬದುಕೊಂದು ಯಾತ್ರೆ’ ಪುಸ್ತಕ ಬಿಡುಗಡೆ ಸಮಾರಂಭ ಅ.28ರಂದು ಬೆಳಿಗ್ಗೆ 11 ಗಂಟೆಗೆ ನಡೆಯಲಿದೆ.	[312, 500, 420, 525]
bazaar-para-6: ಪ್ರತಿದಿನ ಬೆಳಿಗ್ಗೆ 10.30ರಿಂದ ರಾತ್ರಿ 9 ಗಂಟೆವರೆಗೆ ಪ್ರದರ್ಶನ ತೆರೆದಿರುತ್ತದೆ. ಸಾರ್ವಜನಿಕರು ಉಚಿತ ಪ್ರವೇಶ ಪಡೆಯಬಹುದು.	[422, 1161, 526, 1174]
book-para-5: ಕಾರ್ಯಕ್ರಮದಲ್ಲಿ ಹಿರಿಯ ಸಾಹಿತಿಗಳು ಪುಸ್ತಕ ಬಿಡುಗಡೆ ಮಾಡಲಿದ್ದು, ಕೃತಿ ಕುರಿತು ವಿಮರ್ಶಕರು ಮಾತನಾಡಲಿದ್ದಾರೆ.	[430, 635, 595, 641]
plastic-col-2	[422, 887, 526, 935]
left-top-para-3: ಮೈಸೂರು, ಅ.25(ಆರ್‌ಕೆ)- ನಿವೃತ್ತ ಹಿರಿಯ ಕೆಎಎಸ್ ಅಧಿಕಾರಿ ಕೆ.ಎಂ.ಚಂದ್ರೇಗೌಡ ಅವರ ಅಭಿನಂದನಾ ಸಮಾರಂಭವನ್ನು ಅ.27ರಂದು ಸಂಜೆ 5 ಗಂಟೆಗೆ ಮೈಸೂರು ಮಾನಸಗಂಗೋತ್ರಿಯ ಸಭಾಂಗಣದಲ್ಲಿ ಏರ್ಪಡಿಸಲಾಗಿದೆ.	[108, 300, 302, 312]
plastic-headline-2: 2 ಅಂಗಡಿಗಳಿಗೆ ಬೀಗಮುದ್ರೆ	[380, 752, 566, 776]
rajyotsava-para-4: ಮೆರವಣಿಗೆಯಲ್ಲಿ ಸ್ತಬ್ಧಚಿತ್ರಗಳು ಹಾಗೂ ಜಾನಪದ ಕಲಾತಂಡಗಳು ಭಾಗವಹಿಸಲಿವೆ.	[114, 529, 232, 535]
fruit-intro	[642, 1008, 852, 1022]
book-bottom-rule	[312, 715, 852, 716]
cmyk-dots-right	[800, 1263, 860, 1273]
fruit-headline-1: ಇಂದು ಫ್ರೂಟ್ ಕಿಂಗ್	[702, 944, 790, 959]
plastic-right-rule	[637, 718, 638, 936]
elephant-body-2	[108, 988, 302, 1140]
page-number-badge	[92, 91, 132, 111]
bazaar-para-2: ಮೇಳದಲ್ಲಿ ದೇಶದ ವಿವಿಧ ರಾಜ್ಯಗಳ ಕುಶಲಕರ್ಮಿಗಳು ಪಾಲ್ಗೊಳ್ಳಲಿದ್ದು, ಮರದ ಕೆತ್ತನೆ, ಕೈಮಗ್ಗ ಉತ್ಪನ್ನಗಳು, ಆಭರಣಗಳು ಹಾಗೂ ಗೃಹಾಲಂಕಾರ ವಸ್ತುಗಳು ಮಾರಾಟಕ್ಕೆ ಲಭ್ಯವಿರಲಿವೆ.	[312, 1098, 410, 1117]
plastic-para-1: ಮೈಸೂರು, ಅ.25(ಆರ್‌ಕೆ)- ನಿಷೇಧಿತ ಪ್ಲಾಸ್ಟಿಕ್ ಪದಾರ್ಥಗಳನ್ನು ಮಾರಾಟ ಮಾಡುತ್ತಿದ್ದ ನಗರದ ಎರಡು ಅಂಗಡಿಗಳಿಗೆ ಮಹಾನಗರ ಪಾಲಿಕೆ ಅಧಿಕಾರಿಗಳು ಬೀಗಮುದ್ರೆ ಹಾಕಿದರು.	[312, 887, 418, 906]
lead-strap	[426, 200, 726, 214]
page-badge-label: ಪುಟ	[95, 96, 106, 104]
meeting-person-3	[586, 251, 608, 287]
meeting-table	[466, 277, 686, 299]
left-top-intro	[108, 166, 302, 202]
issue-date: ಶುಕ್ರವಾರ 26 ಅಕ್ಟೋಬರ್ 2018	[704, 93, 852, 108]
left-top-kicker: ‘ಅಪ್ಪ’ ಅಭಿನಂದನಾ ಗ್ರಂಥ ಬಿಡುಗಡೆ	[156, 154, 238, 162]
left-top-para-2: ಈ ಸಂದರ್ಭದಲ್ಲಿ ‘ಅಪ್ಪ’ ಅಭಿನಂದನಾ ಗ್ರಂಥ ಬಿಡುಗಡೆ ಮಾಡಲಾಗುವುದು ಎಂದು ಅಭಿನಂದನಾ ಸಮಿತಿ ತಿಳಿಸಿದೆ.	[194, 204, 302, 216]
rta-photo-caption: ಮೈಸೂರು ಜಿಲ್ಲಾಧಿಕಾರಿ ಅಭಿರಾಮ್ ಜಿ.ಶಂಕರ್ ಅವರ ಅಧ್ಯಕ್ಷತೆಯಲ್ಲಿ ನಡೆದ ಪ್ರಾದೇಶಿಕ ಸಾರಿಗೆ ಪ್ರಾಧಿಕಾರದ ಸಭೆ	[426, 349, 602, 355]
lead-para-2: ಮೈಸೂರು ಜಿಲ್ಲಾಧಿಕಾರಿಗಳ ಕಚೇರಿ ಸಭಾಂಗಣದಲ್ಲಿ ನಡೆದ ಪ್ರಾದೇಶಿಕ ಸಾರಿಗೆ ಪ್ರಾಧಿಕಾರದ ಸಭೆಯಲ್ಲಿ ಅರ್ಜಿದಾರರ ಹಾಗೂ ಆಕ್ಷೇಪಕರ ವಾದ ಆಲಿಸಲಾಯಿತು.	[312, 219, 420, 238]
carved-figures-photo	[414, 1011, 634, 1136]
portrait-photo	[108, 204, 190, 290]
rajyotsava-body-2	[108, 514, 302, 664]
lead-para-5: ಮೈಸೂರು, ಅ.25(ಆರ್‌ಕೆ)- ಕೆಎಸ್‍ಆರ್‌ಟಿಸಿ ಹಾಗೂ ಖಾಸಗಿ ಬಸ್‍ಗಳ ರಹದಾರಿ ನವೀಕರಣಕ್ಕೆ ಸಂಬಂಧಿಸಿದಂತೆ ಸಾರ್ವಜನಿಕರು ಸಲ್ಲಿಸಿದ್ದ ಆಕ್ಷೇಪಣೆಗಳ ಕುರಿತು ಇಂದು ವಿಚಾರಣೆ ನಡೆಸಲಾಯಿತು.	[426, 358, 572, 370]
bazaar-para-3: ಪ್ರತಿದಿನ ಬೆಳಿಗ್ಗೆ 10.30ರಿಂದ ರಾತ್ರಿ 9 ಗಂಟೆವರೆಗೆ ಪ್ರದರ್ಶನ ತೆರೆದಿರುತ್ತದೆ. ಸಾರ್ವಜನಿಕರು ಉಚಿತ ಪ್ರವೇಶ ಪಡೆಯಬಹುದು.	[312, 1140, 418, 1152]
plastic-shelf	[436, 794, 516, 834]
rajyotsava-para-1: ಮೈಸೂರು, ಅ.25- ಮೈಸೂರು ನಗರದಲ್ಲಿ ನ.1ರಂದು ಕನ್ನಡ ರಾಜ್ಯೋತ್ಸವವನ್ನು ಅರ್ಥಪೂರ್ಣವಾಗಿ ಆಚರಿಸಲು ಜಿಲ್ಲಾಡಳಿತ ನಿರ್ಧರಿಸಿದೆ.	[108, 400, 302, 412]
plastic-raid-photo-1	[312, 784, 424, 884]
plastic-headline-1: ನಿಷೇಧಿತ ಪ್ಲಾಸ್ಟಿಕ್ ಮಾರುತ್ತಿದ್ದ	[378, 724, 568, 748]
book-para-3: ಪುಸ್ತಕದಲ್ಲಿ ಲೇಖಕರ ಜೀವನಾನುಭವ, ಪ್ರವಾಸ ಕಥನ ಹಾಗೂ ಸಾಮಾಜಿಕ ಚಿಂತನೆಗಳ ಬರಹಗಳಿವೆ. ಆಸಕ್ತರು ಭಾಗವಹಿಸಬಹುದು.	[312, 543, 420, 556]
lead-col-5	[732, 198, 852, 448]
elephant-para-3: ಹೆಚ್.ಡಿ.ಕೋಟೆ, ಅ.25(ಬಿಡಿಎಸ್)- ತಾಲೂಕಿನ ಬಳ್ಳೆ ಹಾಡಿಯಲ್ಲಿ ಮನೆ ಹೊರಗೆ ಮಲಗಿದ್ದ ವ್ಯಕ್ತಿಯ ಮೇಲೆ ಕಾಡಾನೆ ದಾಳಿ ನಡೆಸಿ ಗಂಭೀರವಾಗಿ ಗಾಯಗೊಳಿಸಿದ ಘಟನೆ ಕಳೆದ ರಾತ್ರಿ ನಡೆದಿದೆ.	[108, 988, 302, 1000]
author-shirt	[432, 562, 500, 600]
